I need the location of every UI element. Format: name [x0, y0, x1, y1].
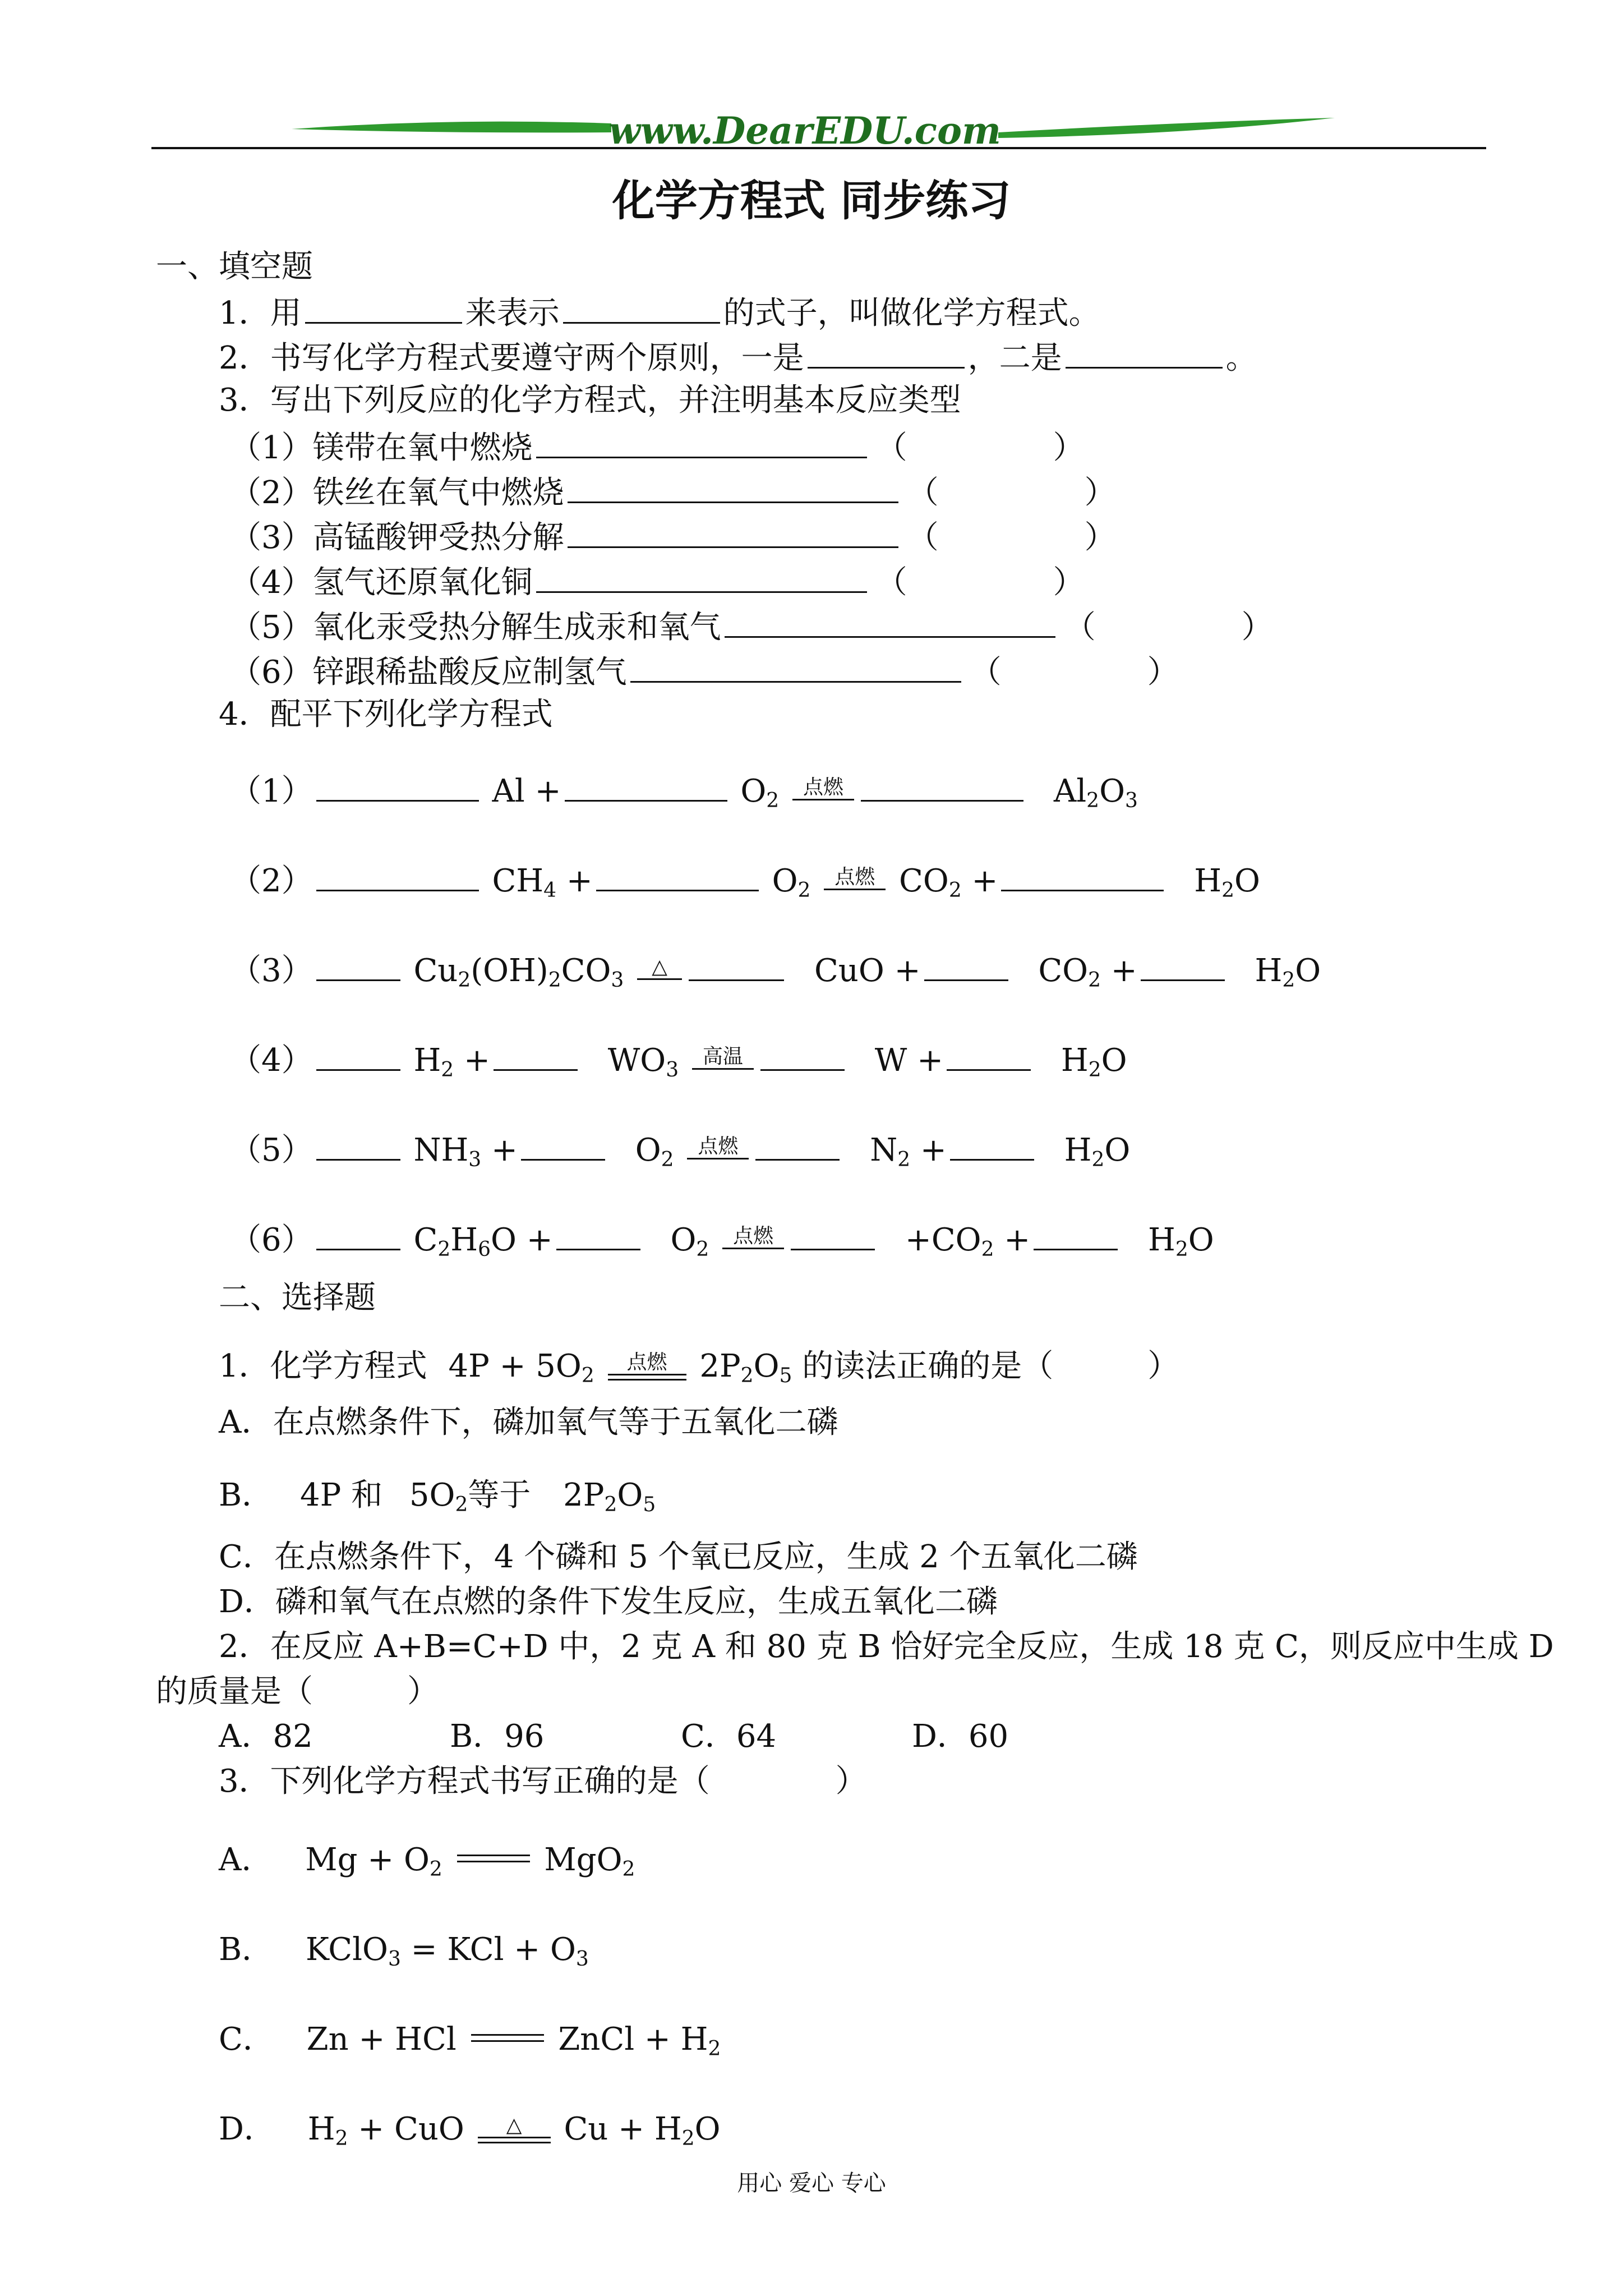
chem-term: $O_2$: [772, 863, 811, 902]
chem-term: $5O_2$: [409, 1477, 468, 1516]
plus-sign: +: [894, 953, 921, 989]
double-equals: [471, 2034, 544, 2042]
fill-q3-item-5-label: （5）氧化汞受热分解生成汞和氧气: [230, 609, 721, 646]
chem-term: $H_2O$: [1148, 1222, 1214, 1261]
fill-q2-b: ，二是: [967, 340, 1062, 376]
coef-blank[interactable]: [316, 1217, 400, 1250]
header-rule: [151, 147, 1486, 149]
fill-q3-item-6-label: （6）锌跟稀盐酸反应制氢气: [230, 654, 627, 691]
eq-label: （4）: [230, 1042, 313, 1079]
chem-term: $Mg + O_2$: [305, 1842, 442, 1881]
fill-q3-item-2-label: （2）铁丝在氧气中燃烧: [230, 475, 564, 511]
choice-q1-option-d[interactable]: D．磷和氧气在点燃的条件下发生反应，生成五氧化二磷: [219, 1584, 998, 1620]
chem-term: $NH_3$: [413, 1132, 482, 1171]
chem-term: $H_2O$: [1061, 1042, 1127, 1082]
cond-ignite: 点燃: [722, 1225, 784, 1249]
double-equals: [457, 1855, 530, 1862]
option-word: 和: [351, 1477, 383, 1513]
chem-term: $O_2$: [635, 1132, 674, 1171]
plus-sign: +: [464, 1042, 490, 1079]
cond-hightemp: 高温: [692, 1046, 754, 1070]
choice-q1-option-a[interactable]: A．在点燃条件下，磷加氧气等于五氧化二磷: [219, 1404, 838, 1441]
option-word: 等于: [468, 1477, 531, 1513]
choice-q1-option-c[interactable]: C．在点燃条件下，4 个磷和 5 个氧已反应，生成 2 个五氧化二磷: [219, 1539, 1138, 1575]
chem-term: $CO_2$: [931, 1222, 994, 1261]
coef-blank[interactable]: [689, 948, 784, 981]
paren-close: ）: [1084, 519, 1116, 556]
cond-heat: △: [637, 956, 682, 980]
chem-term: $CH_4$: [492, 863, 557, 902]
plus-sign: +: [1110, 953, 1137, 989]
choice-q1-tail: 的读法正确的是（ ）: [802, 1348, 1179, 1384]
fill-q3-item-6-blank[interactable]: [630, 650, 961, 683]
eq-label: （1）: [230, 773, 313, 809]
eq-label: （3）: [230, 953, 313, 989]
coef-blank[interactable]: [924, 948, 1008, 981]
choice-q2-option-d[interactable]: D．60: [912, 1718, 1009, 1755]
chem-term: Al: [492, 773, 525, 809]
chem-term: $Cu + H_2O$: [564, 2111, 721, 2150]
balance-eq-6: [230, 1217, 1214, 1270]
plus-sign: +: [917, 1042, 944, 1079]
coef-blank[interactable]: [494, 1038, 578, 1071]
plus-sign: +: [1004, 1222, 1031, 1258]
chem-term: $WO_3$: [607, 1042, 679, 1082]
option-label: B．: [219, 1931, 274, 1968]
fill-q2-c: 。: [1225, 340, 1257, 376]
fill-q3-item-4: [230, 560, 1085, 603]
paren-open: （: [970, 654, 1002, 691]
plus-sign: +: [526, 1222, 553, 1258]
chem-term: $Al_2O_3$: [1053, 773, 1138, 812]
fill-q3-item-3-blank[interactable]: [568, 515, 898, 548]
choice-q2-line1: 2．在反应 A+B=C+D 中，2 克 A 和 80 克 B 恰好完全反应，生成 18 克 C，则反应中生成 D: [219, 1628, 1554, 1665]
fill-q3-stem: 3．写出下列反应的化学方程式，并注明基本反应类型: [219, 382, 961, 418]
fill-q3-item-5-blank[interactable]: [725, 605, 1055, 638]
coef-blank[interactable]: [316, 769, 479, 802]
chem-term: Zn + HCl: [306, 2021, 457, 2058]
balance-eq-4: [230, 1038, 1127, 1091]
fill-q3-item-1-blank[interactable]: [536, 425, 867, 458]
chem-term: $H_2$: [413, 1042, 454, 1082]
paren-close: ）: [1147, 654, 1179, 691]
choice-q1-option-b[interactable]: [219, 1475, 656, 1525]
balance-eq-3: [230, 948, 1321, 1001]
choice-q3-option-c[interactable]: [219, 2019, 721, 2069]
fill-q2-a: 2．书写化学方程式要遵守两个原则，一是: [219, 340, 804, 376]
coef-blank[interactable]: [556, 1217, 640, 1250]
coef-blank[interactable]: [1141, 948, 1225, 981]
plus-sign: +: [491, 1132, 518, 1168]
plus-sign: +: [905, 1222, 932, 1258]
fill-q2-blank2[interactable]: [1066, 335, 1223, 369]
coef-blank[interactable]: [760, 1038, 845, 1071]
fill-q1-c: 的式子，叫做化学方程式。: [723, 295, 1100, 332]
choice-q3-stem: 3．下列化学方程式书写正确的是（ ）: [219, 1763, 867, 1800]
page-footer: 用心 爱心 专心: [737, 2170, 886, 2196]
logo-swoosh-left: [292, 122, 611, 133]
logo-text: www.DearEDU.com: [608, 109, 1001, 151]
chem-term: $N_2$: [870, 1132, 911, 1171]
choice-q3-option-a[interactable]: [219, 1840, 635, 1890]
choice-q2-options: [219, 1717, 1008, 1757]
cond-ignite: 点燃: [792, 776, 854, 800]
fill-q1-a: 1．用: [219, 295, 302, 332]
choice-q3-option-b[interactable]: [219, 1930, 589, 1980]
eq-label: （5）: [230, 1132, 313, 1168]
fill-q3-item-2-blank[interactable]: [568, 470, 898, 503]
coef-blank[interactable]: [1034, 1217, 1118, 1250]
chem-term: $H_2O$: [1255, 953, 1321, 992]
option-label: A．: [219, 1842, 273, 1878]
fill-q3-item-1-label: （1）镁带在氧中燃烧: [230, 430, 533, 466]
chem-term: $4P + 5O_2$: [448, 1348, 594, 1387]
choice-q1: [219, 1346, 1179, 1396]
chem-term: 4P: [299, 1477, 342, 1513]
paren-open: （: [907, 519, 939, 556]
coef-blank[interactable]: [861, 769, 1023, 802]
section2-heading: 二、选择题: [219, 1280, 376, 1316]
paren-close: ）: [1241, 609, 1273, 646]
plus-sign: +: [920, 1132, 947, 1168]
fill-q3-item-3: [230, 515, 1116, 558]
choice-q2-line2: 的质量是（ ）: [156, 1673, 439, 1710]
chem-term: $CO_2$: [899, 863, 962, 902]
plus-sign: +: [566, 863, 593, 899]
choice-q1-stem: 1．化学方程式: [219, 1348, 427, 1384]
section1-heading: 一、填空题: [156, 249, 313, 285]
coef-blank[interactable]: [316, 858, 479, 891]
paren-open: （: [1064, 609, 1096, 646]
fill-q3-item-2: [230, 470, 1116, 513]
cond-ignite-double: 点燃: [608, 1351, 686, 1381]
fill-q4-stem: 4．配平下列化学方程式: [219, 696, 553, 733]
chem-term: $H_2O$: [1064, 1132, 1131, 1171]
coef-blank[interactable]: [755, 1128, 840, 1161]
cond-ignite: 点燃: [824, 866, 886, 890]
eq-label: （6）: [230, 1222, 313, 1258]
fill-q3-item-1: [230, 425, 1085, 468]
paren-close: ）: [1084, 475, 1116, 511]
coef-blank[interactable]: [316, 948, 400, 981]
fill-q1-b: 来表示: [465, 295, 560, 332]
balance-eq-5: [230, 1128, 1130, 1180]
page-title: 化学方程式 同步练习: [612, 176, 1011, 226]
fill-q3-item-5: [230, 605, 1273, 648]
fill-q3-item-6: [230, 650, 1179, 693]
coef-blank[interactable]: [1001, 858, 1164, 891]
plus-sign: +: [971, 863, 998, 899]
coef-blank[interactable]: [565, 769, 727, 802]
coef-blank[interactable]: [521, 1128, 605, 1161]
fill-q2-blank1[interactable]: [808, 335, 965, 369]
header-logo: [280, 107, 1346, 151]
balance-eq-2: [230, 858, 1260, 911]
chem-term: $O_2$: [670, 1222, 709, 1261]
option-label: B．: [219, 1477, 274, 1513]
fill-q3-item-4-label: （4）氢气还原氧化铜: [230, 564, 533, 601]
plus-sign: +: [534, 773, 561, 809]
option-label: C．: [219, 2021, 274, 2058]
chem-term: $H_2$ + CuO: [307, 2111, 464, 2150]
cond-heat-double: △: [478, 2114, 551, 2143]
fill-q3-item-4-blank[interactable]: [536, 560, 867, 593]
paren-close: ）: [1053, 430, 1085, 466]
fill-q1-blank1[interactable]: [305, 291, 462, 324]
choice-q3-option-d[interactable]: [219, 2109, 721, 2159]
chem-term: $CO_2$: [1038, 953, 1101, 992]
choice-q2-option-b[interactable]: B．96: [450, 1718, 545, 1755]
chem-term: $O_2$: [740, 773, 780, 812]
chem-term: W: [874, 1042, 907, 1079]
fill-q2: [219, 335, 1257, 379]
chem-term: ZnCl + $H_2$: [558, 2021, 721, 2060]
balance-eq-1: [230, 769, 1138, 821]
coef-blank[interactable]: [950, 1128, 1034, 1161]
chem-term: $H_2O$: [1194, 863, 1260, 902]
coef-blank[interactable]: [947, 1038, 1031, 1071]
chem-term: KClO$_3$ = KCl + $O_3$: [305, 1931, 589, 1971]
paren-close: ）: [1053, 564, 1085, 601]
fill-q1-blank2[interactable]: [563, 291, 720, 324]
coef-blank[interactable]: [316, 1128, 400, 1161]
fill-q3-item-3-label: （3）高锰酸钾受热分解: [230, 519, 564, 556]
paren-open: （: [907, 475, 939, 511]
fill-q1: [219, 291, 1100, 334]
option-label: D．: [219, 2111, 275, 2147]
chem-term: $C_2H_6O$: [413, 1222, 517, 1261]
chem-term: CuO: [814, 953, 884, 989]
choice-q2-option-c[interactable]: C．64: [681, 1718, 777, 1755]
coef-blank[interactable]: [596, 858, 759, 891]
choice-q2-option-a[interactable]: A．82: [219, 1718, 313, 1755]
coef-blank[interactable]: [316, 1038, 400, 1071]
chem-term: $Cu_2(OH)_2CO_3$: [413, 953, 624, 992]
paren-open: （: [875, 430, 907, 466]
paren-open: （: [875, 564, 907, 601]
chem-term: $2P_2O_5$: [699, 1348, 792, 1387]
cond-ignite: 点燃: [687, 1135, 749, 1159]
logo-swoosh-right: [998, 118, 1335, 138]
coef-blank[interactable]: [791, 1217, 875, 1250]
chem-term: $2P_2O_5$: [563, 1477, 656, 1516]
eq-label: （2）: [230, 863, 313, 899]
chem-term: MgO$_2$: [544, 1842, 635, 1881]
